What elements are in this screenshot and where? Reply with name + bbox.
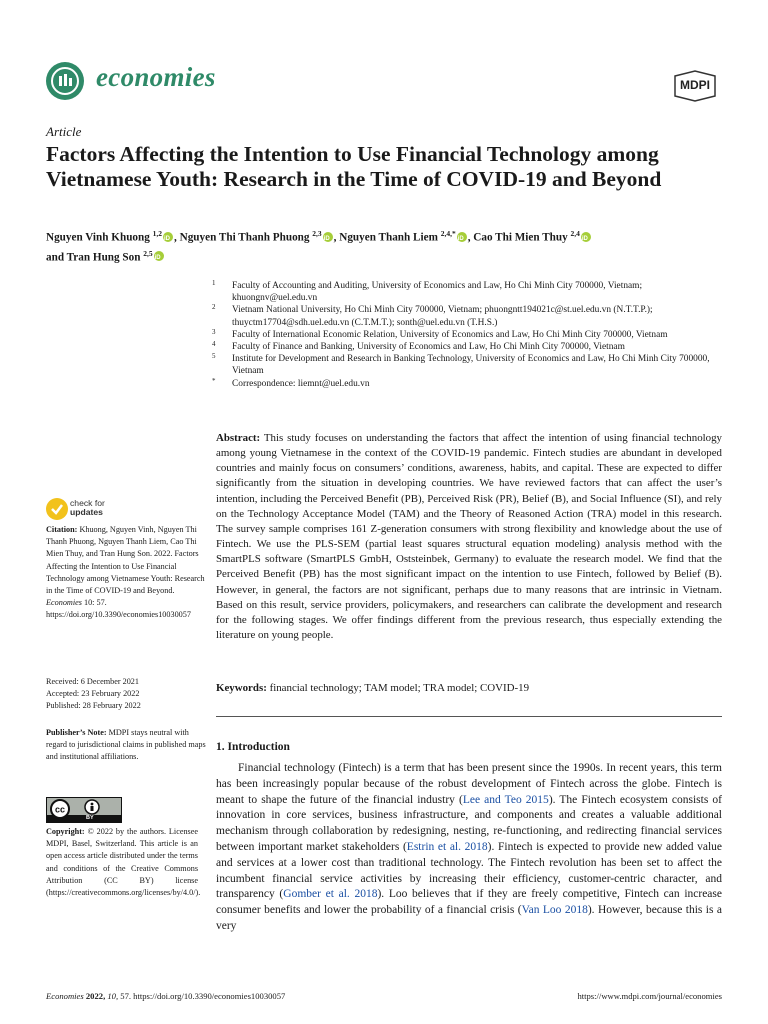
accepted-date: Accepted: 23 February 2022 (46, 689, 140, 699)
author-name: Nguyen Thi Thanh Phuong (179, 231, 310, 244)
intro-text: ). Loo believes that if they are freely competitive, Fintech can increase consumer benefits and lower the probability of a financial crisis ( (216, 888, 722, 917)
footer-journal: Economies (46, 991, 84, 1001)
orcid-icon[interactable] (457, 232, 467, 242)
author-name: Nguyen Thanh Liem (339, 231, 438, 244)
citation-link[interactable]: Gomber et al. 2018 (283, 888, 378, 901)
footer-doi[interactable]: 57. https://doi.org/10.3390/economies10030057 (120, 991, 286, 1001)
affiliation-number: * (212, 376, 216, 385)
keywords-text: financial technology; TAM model; TRA model; COVID-19 (269, 682, 530, 694)
affiliation-item (212, 329, 727, 341)
section-heading-introduction: 1. Introduction (216, 741, 290, 753)
affiliation-item (212, 378, 727, 390)
affiliation-number: 4 (212, 340, 216, 349)
citation-journal: Economies (46, 598, 82, 608)
orcid-icon[interactable] (581, 232, 591, 242)
affiliation-item (212, 353, 727, 377)
keywords (216, 682, 722, 694)
affiliation-number: 3 (212, 327, 216, 336)
citation-link[interactable]: Lee and Teo 2015 (462, 793, 549, 806)
affiliation-text: Faculty of Finance and Banking, University of Economics and Law, Ho Chi Minh City 700000, Vietnam (232, 342, 625, 353)
affiliation-text: Institute for Development and Research in Banking Technology, University of Economics and Law, Ho Chi Minh City 700000, Vietnam (232, 354, 710, 377)
author-name: Cao Thi Mien Thuy (473, 231, 568, 244)
affiliation-text: Faculty of Accounting and Auditing, University of Economics and Law, Ho Chi Minh City 700000, Vietnam; khuongnv@uel.edu.vn (232, 281, 643, 304)
svg-text:cc: cc (54, 804, 66, 815)
footer-citation (46, 991, 285, 1001)
citation-block (46, 524, 206, 622)
affiliation-number: 5 (212, 352, 216, 361)
copyright-notice (46, 826, 201, 899)
citation-link[interactable]: Van Loo 2018 (521, 904, 588, 917)
author-affiliation: 2,4,* (440, 229, 456, 238)
section-divider (216, 716, 722, 717)
author-name: Tran Hung Son (66, 251, 141, 264)
intro-text: ). However, because this is a very (216, 904, 722, 932)
published-date: Published: 28 February 2022 (46, 701, 141, 711)
publication-dates (46, 676, 206, 713)
affiliation-text: Correspondence: liemnt@uel.edu.vn (232, 378, 370, 389)
author-affiliation: 2,4 (570, 229, 580, 238)
check-updates-line1: check for (70, 498, 105, 508)
orcid-icon[interactable] (154, 251, 164, 261)
affiliation-number: 2 (212, 303, 216, 312)
journal-logo-icon (46, 62, 84, 100)
publisher-note-text: MDPI stays neutral with regard to jurisdictional claims in published maps and institutional affiliations. (46, 728, 206, 762)
affiliation-text: Faculty of International Economic Relation, University of Economics and Law, Ho Chi Minh City 700000, Vietnam (232, 329, 668, 340)
copyright-text: © 2022 by the authors. Licensee MDPI, Basel, Switzerland. This article is an open access article distributed under the terms and conditions of the Creative Commons Attribution (CC BY) license (https://creativecommons.org/licenses/by/4.0/). (46, 827, 201, 898)
abstract-text: This study focuses on understanding the factors that affect the intention of using financial technology among young Vietnamese in the context of the COVID-19 pandemic. Fintech studies are abundant in developed countries and mainly focus on consumers’ conditions, awareness, habits, and capital. These are expected to differ significantly from the situation in developing countries. We have reviewed factors that can affect the user’s intention, including the Perceived Benefit (PB), Perceived Risk (PR), Belief (B), and Social Influence (SI), and rely on the Technology Acceptance Model (TAM) and the Theory of Reasoned Action (TRA) model in this research. The survey sample comprises 161 Z-generation consumers with strong flexibility and knowledge about the use of Fintech. We use the PLS-SEM (partial least squares structural equation modeling) analysis method with the SmartPLS software (SmartPLS GmbH, Oststeinbek, Germany) to evaluate the research model. We find that the Perceived Benefit (PB) has the most significant impact on the intention to use Fintech, followed by Belief (B). However, in general, the factors are not significant, perhaps due to many reasons that are intrinsic in Vietnam. Based on this result, service providers, policymakers, and researchers can calibrate the development and research for the following stages. We offer findings different from the previous research, thus especially extending the literature on young people. (216, 432, 722, 642)
citation-text: Khuong, Nguyen Vinh, Nguyen Thi Thanh Phuong, Nguyen Thanh Liem, Cao Thi Mien Thuy, and Tran Hung Son. 2022. Factors Affecting the Intention to Use Financial Technology among Vietnamese Youth: Research in the Time of COVID-19 and Beyond. (46, 525, 205, 596)
affiliation-item (212, 280, 727, 304)
orcid-icon[interactable] (323, 232, 333, 242)
received-date: Received: 6 December 2021 (46, 677, 139, 686)
citation-link[interactable]: Estrin et al. 2018 (406, 840, 488, 853)
author-name: Nguyen Vinh Khuong (46, 231, 150, 244)
check-for-updates-icon[interactable] (46, 498, 68, 520)
author-affiliation: 2,5 (143, 248, 153, 258)
author-affiliation: 2,3 (312, 229, 322, 238)
footer-journal-url[interactable]: https://www.mdpi.com/journal/economies (577, 991, 722, 1001)
footer-volume: 10, (107, 991, 119, 1001)
author-affiliation: 1,2 (152, 229, 163, 238)
affiliation-item (212, 304, 727, 328)
affiliation-text: Vietnam National University, Ho Chi Minh City 700000, Vietnam; phuongntt194021c@st.uel.edu.vn (N.T.T.P.); thuyctm17704@sdh.uel.edu.vn (C.T.M.T.); sonth@uel.edu.vn (T.H.S.) (232, 305, 653, 328)
intro-text: Financial technology (Fintech) is a term that has been present since the 1990s. In recent years, this term has been increasingly popular because of the robust development of Fintech across the globe. Fintech is meant to shape the future of the financial industry ( (216, 762, 722, 806)
abstract (216, 431, 722, 643)
citation-label: Citation: (46, 525, 78, 534)
check-for-updates-button[interactable] (70, 499, 105, 517)
publisher-note-label: Publisher’s Note: (46, 728, 107, 737)
orcid-icon[interactable] (163, 232, 173, 242)
intro-text: ). Fintech is expected to provide new added value and services at a lower cost than traditional technology. The Fintech revolution has been set to affect the incumbent financial service activities by increasing their efficiency, customer-centric character, and transparency ( (216, 840, 723, 901)
journal-name: economies (96, 62, 216, 92)
affiliation-item (212, 341, 727, 353)
article-type: Article (46, 124, 82, 139)
keywords-label: Keywords: (216, 682, 267, 694)
introduction-paragraph (216, 761, 722, 935)
affiliation-number: 1 (212, 279, 216, 287)
author-and: and (46, 251, 65, 264)
article-title: Factors Affecting the Intention to Use Financial Technology among Vietnamese Youth: Research in the Time of COVID-19 and Beyond (46, 142, 662, 191)
affiliation-list (212, 280, 727, 390)
cc-by-license-badge[interactable] (46, 797, 122, 823)
citation-doi[interactable]: 10: 57. https://doi.org/10.3390/economies10030057 (46, 598, 191, 620)
copyright-label: Copyright: (46, 827, 85, 836)
intro-text: ). The Fintech ecosystem consists of innovation in core services, business infrastructure, and components and creates a valuable additional mechanism through collaboration by redesigning, nesting, re-functioning, and redirecting financial services between important market stakeholders ( (216, 793, 722, 853)
check-updates-line2: updates (70, 507, 103, 517)
author-list: Nguyen Vinh Khuong $^{1,2}$iD , Nguyen Thi Thanh Phuong $^{2,3}$iD , Nguyen Thanh Liem $^{2,4,*}$iD , Cao Thi Mien Thuy $^{2,4}$iD and Tran Hung Son $^{2,5}$iD (46, 226, 736, 265)
publisher-note (46, 727, 206, 764)
cc-by-label: BY (86, 815, 94, 821)
abstract-label: Abstract: (216, 432, 261, 444)
mdpi-logo-text: MDPI (680, 78, 710, 92)
footer-year: 2022, (85, 991, 106, 1001)
